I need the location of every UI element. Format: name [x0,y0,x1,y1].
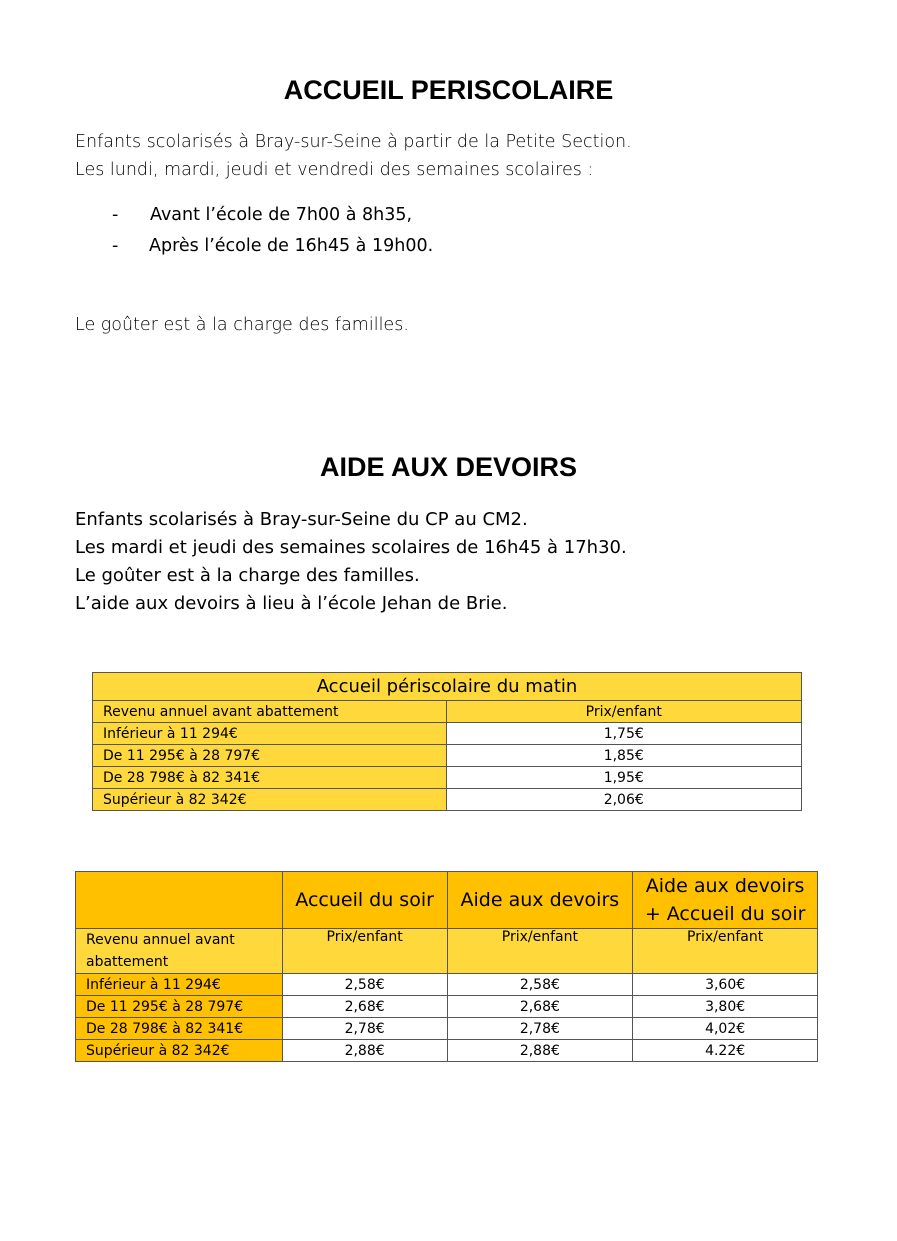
income-cell: De 28 798€ à 82 341€ [76,1018,283,1040]
periscolaire-note: Le goûter est à la charge des familles. [75,315,409,335]
income-cell: Supérieur à 82 342€ [76,1040,283,1062]
price-cell: 2,68€ [282,996,447,1018]
devoirs-line: Enfants scolarisés à Bray-sur-Seine du CP au CM2. [75,509,528,530]
periscolaire-title: ACCUEIL PERISCOLAIRE [283,75,614,105]
bullet-text: Avant l’école de 7h00 à 8h35, [150,205,413,225]
price-cell: 2,88€ [282,1040,447,1062]
price-cell: 2,58€ [447,974,633,996]
morning-price-table [92,672,802,811]
devoirs-line: Le goûter est à la charge des familles. [75,565,420,586]
devoirs-line: Les mardi et jeudi des semaines scolaires de 16h45 à 17h30. [75,537,627,558]
bullet-item [0,205,897,233]
header-aide-accueil-line1: Aide aux devoirs [645,875,805,897]
evening-price-table [75,871,818,1062]
header-aide-devoirs: Aide aux devoirs [447,872,633,929]
header-price: Prix/enfant [633,929,818,974]
devoirs-line: L’aide aux devoirs à lieu à l’école Jehan de Brie. [75,593,508,614]
header-empty [76,872,283,929]
header-aide-accueil [633,872,818,929]
price-cell: 4.22€ [633,1040,818,1062]
table-row [76,1040,818,1062]
income-cell: De 28 798€ à 82 341€ [93,767,447,789]
header-income: Revenu annuel avant abattement [93,701,447,723]
bullet-text: Après l’école de 16h45 à 19h00. [149,236,434,256]
bullet-dash: - [112,205,119,225]
header-income-line1: Revenu annuel avant [86,932,235,948]
periscolaire-line2: Les lundi, mardi, jeudi et vendredi des semaines scolaires : [75,160,594,180]
table-row [93,767,802,789]
income-cell: Inférieur à 11 294€ [93,723,447,745]
header-price: Prix/enfant [282,929,447,974]
table-row [76,872,818,929]
morning-table-title: Accueil périscolaire du matin [93,673,802,701]
income-cell: Inférieur à 11 294€ [76,974,283,996]
price-cell: 4,02€ [633,1018,818,1040]
price-cell: 3,80€ [633,996,818,1018]
header-income [76,929,283,974]
table-row [93,789,802,811]
bullet-dash: - [112,236,119,256]
header-aide-accueil-line2: + Accueil du soir [644,903,806,925]
price-cell: 2,78€ [282,1018,447,1040]
table-row [93,723,802,745]
price-cell: 2,78€ [447,1018,633,1040]
price-cell: 2,58€ [282,974,447,996]
bullet-item [0,236,897,264]
price-cell: 3,60€ [633,974,818,996]
table-row [76,996,818,1018]
table-row [76,974,818,996]
table-row [93,701,802,723]
price-cell: 1,85€ [446,745,801,767]
income-cell: De 11 295€ à 28 797€ [76,996,283,1018]
table-row [76,1018,818,1040]
header-income-line2: abattement [86,954,169,970]
price-cell: 2,88€ [447,1040,633,1062]
income-cell: Supérieur à 82 342€ [93,789,447,811]
header-price: Prix/enfant [446,701,801,723]
table-row [93,745,802,767]
price-cell: 2,06€ [446,789,801,811]
header-accueil-soir: Accueil du soir [282,872,447,929]
price-cell: 1,95€ [446,767,801,789]
table-row [93,673,802,701]
income-cell: De 11 295€ à 28 797€ [93,745,447,767]
price-cell: 1,75€ [446,723,801,745]
devoirs-title: AIDE AUX DEVOIRS [319,452,578,482]
header-price: Prix/enfant [447,929,633,974]
price-cell: 2,68€ [447,996,633,1018]
table-row [76,929,818,974]
periscolaire-line1: Enfants scolarisés à Bray-sur-Seine à partir de la Petite Section. [75,132,632,152]
